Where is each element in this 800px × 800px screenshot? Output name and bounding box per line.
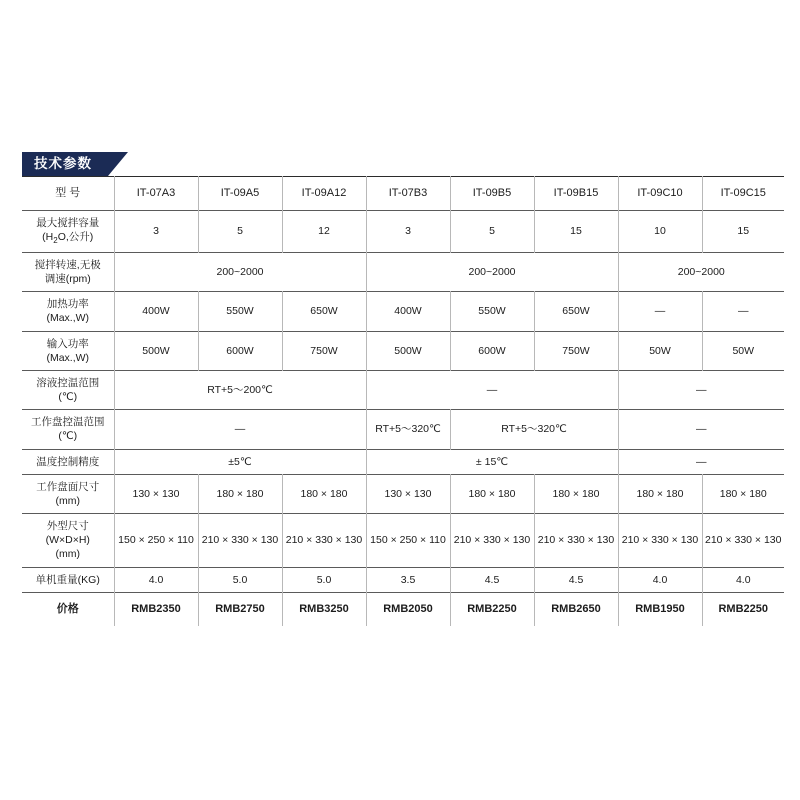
cell-heating-5: 650W: [534, 292, 618, 331]
table-row: [22, 567, 784, 592]
model-header-2: IT-09A12: [282, 177, 366, 211]
row-label-line1: 加热功率: [46, 298, 89, 311]
cell-price-0: RMB2350: [114, 592, 198, 625]
model-header-1: IT-09A5: [198, 177, 282, 211]
cell-plate-size-6: 180 × 180: [618, 474, 702, 513]
row-label-line3: (mm): [55, 548, 80, 561]
cell-plate-size-5: 180 × 180: [534, 474, 618, 513]
cell-plate-temp-2: RT+5～320℃: [450, 410, 618, 449]
cell-solution-temp-2: —: [618, 370, 784, 409]
cell-capacity-4: 5: [450, 210, 534, 252]
cell-capacity-1: 5: [198, 210, 282, 252]
row-label-line1: 工作盘控温范围: [31, 416, 105, 429]
table-row: [22, 474, 784, 513]
cell-input-2: 750W: [282, 331, 366, 370]
table-row: [22, 410, 784, 449]
cell-weight-4: 4.5: [450, 567, 534, 592]
row-label-line2: (mm): [55, 494, 80, 507]
cell-weight-7: 4.0: [702, 567, 784, 592]
section-title: 技术参数: [34, 156, 92, 172]
cell-plate-size-2: 180 × 180: [282, 474, 366, 513]
cell-accuracy-2: —: [618, 449, 784, 474]
row-label-overall-size: [22, 514, 114, 568]
row-label-line2: 调速(rpm): [44, 273, 91, 286]
row-label-plate-temp: [22, 410, 114, 449]
cell-input-1: 600W: [198, 331, 282, 370]
row-label-line1: 最大搅拌容量: [36, 216, 100, 229]
cell-plate-size-1: 180 × 180: [198, 474, 282, 513]
cell-input-4: 600W: [450, 331, 534, 370]
cell-heating-3: 400W: [366, 292, 450, 331]
table-row: [22, 370, 784, 409]
cell-price-5: RMB2650: [534, 592, 618, 625]
cell-weight-5: 4.5: [534, 567, 618, 592]
cell-speed-group-1: 200~2000: [366, 252, 618, 291]
table-row: [22, 449, 784, 474]
row-label-temp-accuracy: 温度控制精度: [22, 449, 114, 474]
row-label-line1: 工作盘面尺寸: [36, 480, 100, 493]
table-row: [22, 210, 784, 252]
cell-capacity-7: 15: [702, 210, 784, 252]
row-label-line2: (W×D×H): [45, 534, 90, 547]
row-label-capacity: [22, 210, 114, 252]
cell-plate-temp-0: —: [114, 410, 366, 449]
row-label-line1: 搅拌转速,无极: [34, 258, 101, 271]
cell-input-3: 500W: [366, 331, 450, 370]
cell-price-1: RMB2750: [198, 592, 282, 625]
row-label-line2: (℃): [58, 391, 78, 404]
table-row: [22, 292, 784, 331]
row-label-weight: 单机重量(KG): [22, 567, 114, 592]
model-header-6: IT-09C10: [618, 177, 702, 211]
cell-weight-6: 4.0: [618, 567, 702, 592]
specification-table: [22, 176, 784, 626]
cell-plate-temp-1: RT+5～320℃: [366, 410, 450, 449]
model-header-0: IT-07A3: [114, 177, 198, 211]
cell-capacity-5: 15: [534, 210, 618, 252]
model-header-7: IT-09C15: [702, 177, 784, 211]
model-header-5: IT-09B15: [534, 177, 618, 211]
cell-heating-4: 550W: [450, 292, 534, 331]
row-label-line2: (Max.,W): [46, 312, 90, 325]
cell-speed-group-2: 200~2000: [618, 252, 784, 291]
cell-plate-size-7: 180 × 180: [702, 474, 784, 513]
cell-input-5: 750W: [534, 331, 618, 370]
cell-input-6: 50W: [618, 331, 702, 370]
cell-price-6: RMB1950: [618, 592, 702, 625]
cell-overall-size-4: 210 × 330 × 130: [450, 514, 534, 568]
cell-weight-1: 5.0: [198, 567, 282, 592]
row-label-line1: 输入功率: [46, 337, 89, 350]
table-row: [22, 514, 784, 568]
cell-price-4: RMB2250: [450, 592, 534, 625]
row-label-heating-power: [22, 292, 114, 331]
cell-input-0: 500W: [114, 331, 198, 370]
cell-input-7: 50W: [702, 331, 784, 370]
row-label-input-power: [22, 331, 114, 370]
table-row: [22, 592, 784, 625]
cell-weight-0: 4.0: [114, 567, 198, 592]
table-header-row: [22, 177, 784, 211]
cell-capacity-0: 3: [114, 210, 198, 252]
cell-price-3: RMB2050: [366, 592, 450, 625]
cell-overall-size-2: 210 × 330 × 130: [282, 514, 366, 568]
cell-heating-1: 550W: [198, 292, 282, 331]
cell-plate-temp-3: —: [618, 410, 784, 449]
cell-weight-2: 5.0: [282, 567, 366, 592]
table-row: [22, 331, 784, 370]
cell-plate-size-4: 180 × 180: [450, 474, 534, 513]
row-label-line2: (Max.,W): [46, 351, 90, 364]
cell-capacity-6: 10: [618, 210, 702, 252]
row-label-price: 价格: [22, 592, 114, 625]
cell-accuracy-1: ± 15℃: [366, 449, 618, 474]
banner-tail-shape: [108, 152, 128, 176]
model-header-3: IT-07B3: [366, 177, 450, 211]
cell-price-2: RMB3250: [282, 592, 366, 625]
row-label-line2: ($H_2O$,公升): [42, 231, 94, 246]
cell-solution-temp-1: —: [366, 370, 618, 409]
row-label-line1: 溶液控温范围: [36, 376, 100, 389]
cell-weight-3: 3.5: [366, 567, 450, 592]
cell-overall-size-1: 210 × 330 × 130: [198, 514, 282, 568]
cell-plate-size-3: 130 × 130: [366, 474, 450, 513]
cell-overall-size-0: 150 × 250 × 110: [114, 514, 198, 568]
table-row: [22, 252, 784, 291]
cell-heating-2: 650W: [282, 292, 366, 331]
banner-body: [22, 152, 108, 176]
cell-overall-size-6: 210 × 330 × 130: [618, 514, 702, 568]
cell-overall-size-3: 150 × 250 × 110: [366, 514, 450, 568]
cell-accuracy-0: ±5℃: [114, 449, 366, 474]
spec-table-container: [22, 176, 784, 626]
cell-overall-size-7: 210 × 330 × 130: [702, 514, 784, 568]
cell-speed-group-0: 200~2000: [114, 252, 366, 291]
row-label-line1: 外型尺寸: [46, 520, 89, 533]
cell-capacity-3: 3: [366, 210, 450, 252]
row-label-solution-temp: [22, 370, 114, 409]
header-label-model: 型 号: [22, 177, 114, 211]
cell-heating-0: 400W: [114, 292, 198, 331]
row-label-plate-size: [22, 474, 114, 513]
row-label-line2: (℃): [58, 430, 78, 443]
cell-capacity-2: 12: [282, 210, 366, 252]
cell-overall-size-5: 210 × 330 × 130: [534, 514, 618, 568]
cell-heating-6: —: [618, 292, 702, 331]
cell-heating-7: —: [702, 292, 784, 331]
cell-plate-size-0: 130 × 130: [114, 474, 198, 513]
cell-price-7: RMB2250: [702, 592, 784, 625]
row-label-speed: [22, 252, 114, 291]
cell-solution-temp-0: RT+5～200℃: [114, 370, 366, 409]
section-banner: [22, 152, 128, 176]
model-header-4: IT-09B5: [450, 177, 534, 211]
